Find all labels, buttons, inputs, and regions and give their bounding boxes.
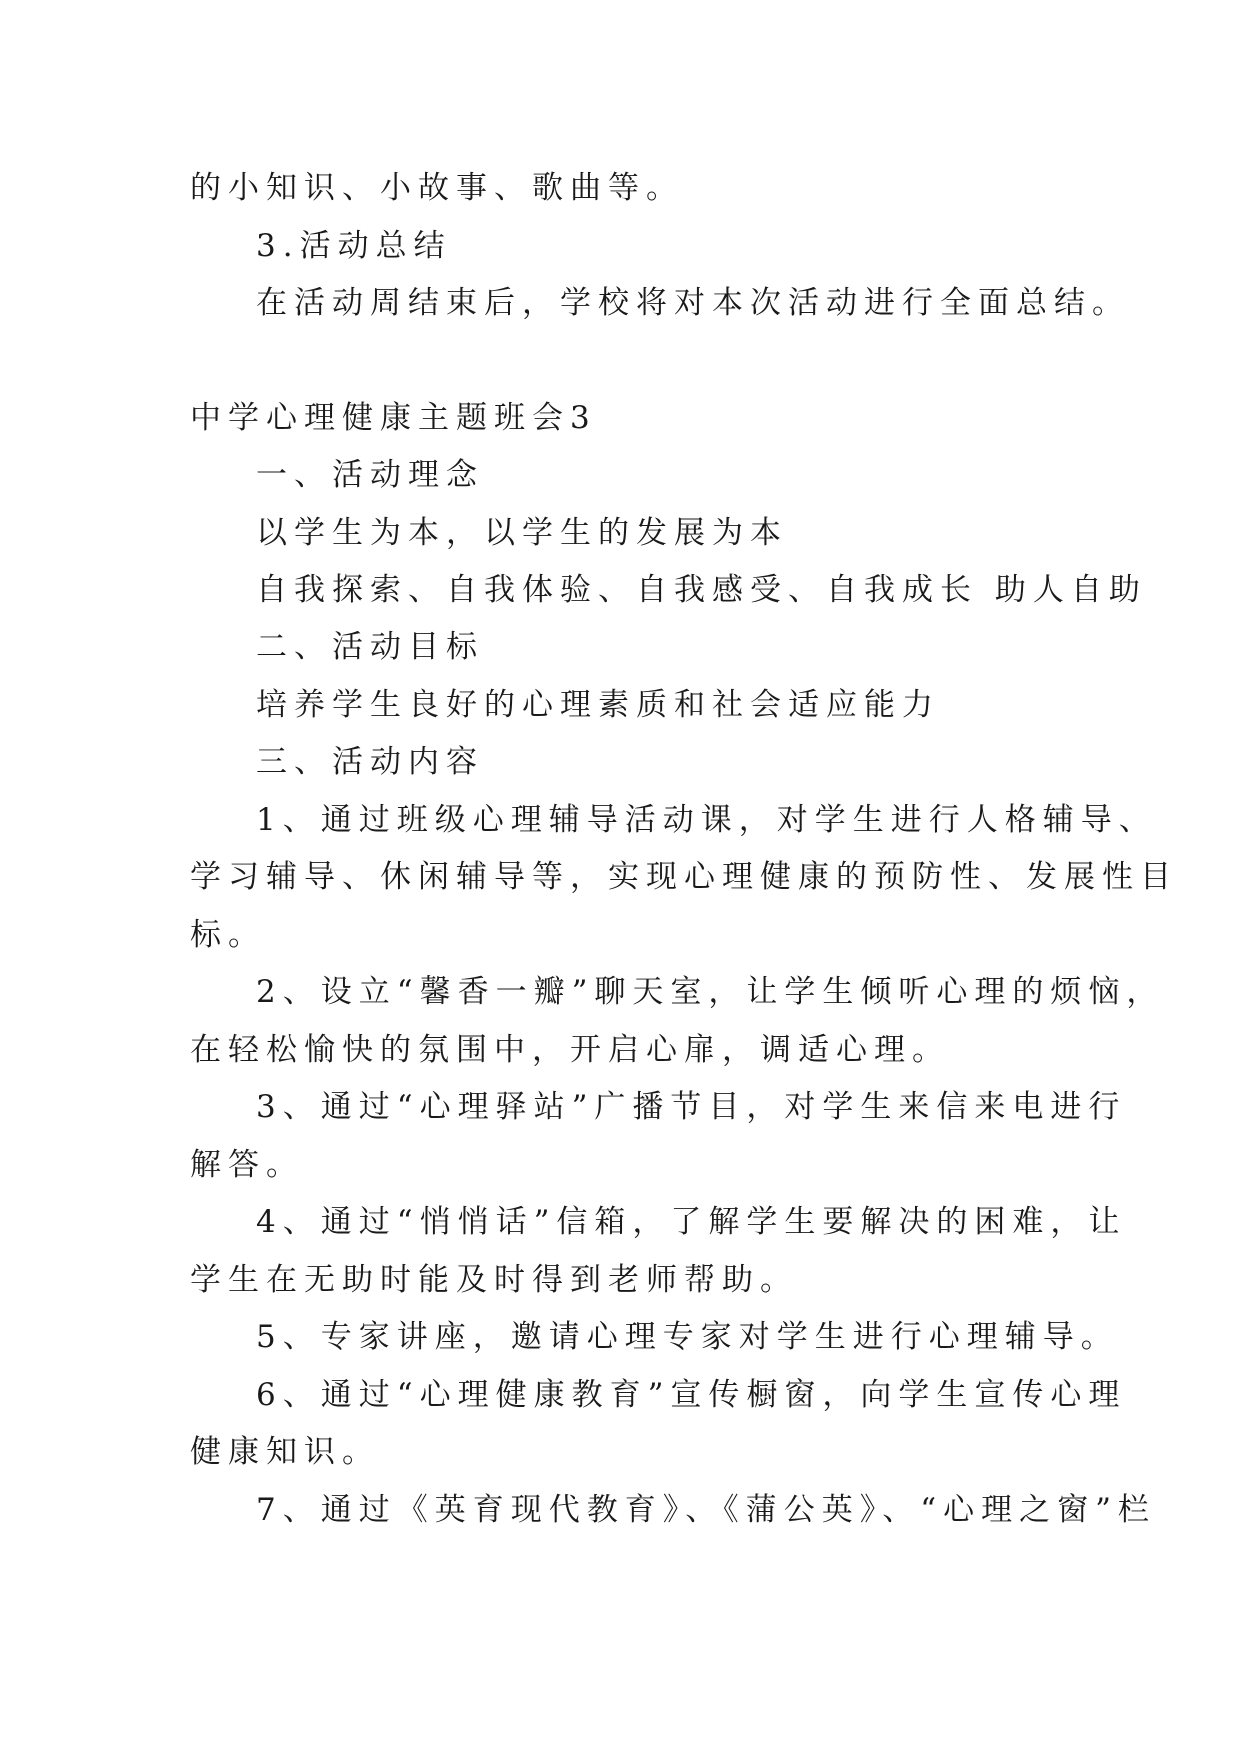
- list-item-line: 4、通过“悄悄话”信箱，了解学生要解决的困难，让: [256, 1204, 1127, 1240]
- list-item-line: 解答。: [190, 1147, 304, 1183]
- text-line: 自我探索、自我体验、自我感受、自我成长 助人自助: [256, 572, 1147, 608]
- list-item-line: 6、通过“心理健康教育”宣传橱窗，向学生宣传心理: [256, 1377, 1127, 1413]
- text-line: 以学生为本，以学生的发展为本: [256, 515, 788, 551]
- list-item-line: 标。: [190, 917, 266, 953]
- section-heading: 二、活动目标: [256, 629, 484, 665]
- list-item-line: 健康知识。: [190, 1434, 380, 1470]
- list-item-line: 7、通过《英育现代教育》、《蒲公英》、“心理之窗”栏: [256, 1492, 1156, 1528]
- section-heading: 一、活动理念: [256, 457, 484, 493]
- list-item-line: 学习辅导、休闲辅导等，实现心理健康的预防性、发展性目: [190, 859, 1178, 895]
- text-line: 的小知识、小故事、歌曲等。: [190, 170, 684, 206]
- document-title: 中学心理健康主题班会3: [190, 400, 597, 436]
- list-item-line: 1、通过班级心理辅导活动课，对学生进行人格辅导、: [256, 802, 1157, 838]
- list-item-line: 学生在无助时能及时得到老师帮助。: [190, 1262, 798, 1298]
- list-item-line: 2、设立“馨香一瓣”聊天室，让学生倾听心理的烦恼，: [256, 974, 1165, 1010]
- list-item-line: 在轻松愉快的氛围中，开启心扉，调适心理。: [190, 1032, 950, 1068]
- text-line: 在活动周结束后，学校将对本次活动进行全面总结。: [256, 285, 1130, 321]
- list-item-line: 5、专家讲座，邀请心理专家对学生进行心理辅导。: [256, 1319, 1119, 1355]
- section-heading: 三、活动内容: [256, 744, 484, 780]
- text-line: 培养学生良好的心理素质和社会适应能力: [256, 687, 940, 723]
- list-item-line: 3、通过“心理驿站”广播节目，对学生来信来电进行: [256, 1089, 1127, 1125]
- section-heading: 3.活动总结: [256, 228, 452, 264]
